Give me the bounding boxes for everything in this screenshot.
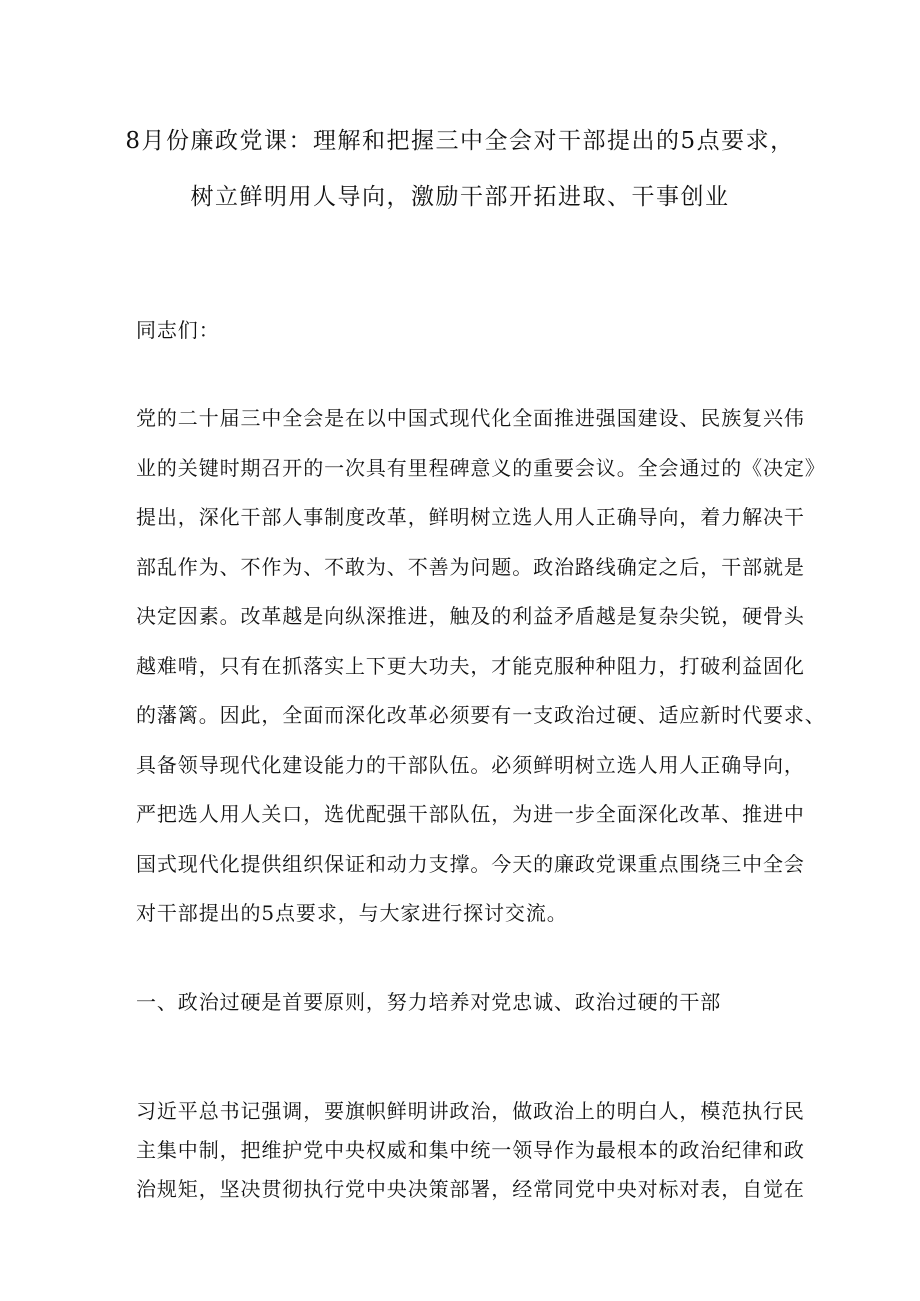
section-1-line-3: 治规矩，坚决贯彻执行党中央决策部署，经常同党中央对标对表，自觉在 xyxy=(136,1177,805,1201)
document-title-line-2: 树立鲜明用人导向，激励干部开拓进取、干事创业 xyxy=(190,184,730,210)
document-title-line-1: 8月份廉政党课：理解和把握三中全会对干部提出的5点要求， xyxy=(125,128,795,154)
intro-line-10: 国式现代化提供组织保证和动力支撑。今天的廉政党课重点围绕三中全会 xyxy=(136,852,805,876)
intro-line-5: 决定因素。改革越是向纵深推进，触及的利益矛盾越是复杂尖锐，硬骨头 xyxy=(136,604,805,628)
intro-line-3: 提出，深化干部人事制度改革，鲜明树立选人用人正确导向，着力解决干 xyxy=(136,505,805,529)
section-1-heading: 一、政治过硬是首要原则，努力培养对党忠诚、政治过硬的干部 xyxy=(136,990,722,1014)
intro-line-2: 业的关键时期召开的一次具有里程碑意义的重要会议。全会通过的《决定》 xyxy=(136,456,826,480)
intro-line-7: 的藩篱。因此，全面而深化改革必须要有一支政治过硬、适应新时代要求、 xyxy=(136,703,826,727)
section-1-line-1: 习近平总书记强调，要旗帜鲜明讲政治，做政治上的明白人，模范执行民 xyxy=(136,1099,805,1123)
intro-line-9: 严把选人用人关口，选优配强干部队伍，为进一步全面深化改革、推进中 xyxy=(136,802,805,826)
intro-line-8: 具备领导现代化建设能力的干部队伍。必须鲜明树立选人用人正确导向， xyxy=(136,753,805,777)
section-1-line-2: 主集中制，把维护党中央权威和集中统一领导作为最根本的政治纪律和政 xyxy=(136,1138,805,1162)
intro-line-4: 部乱作为、不作为、不敢为、不善为问题。政治路线确定之后，干部就是 xyxy=(136,555,805,579)
intro-line-1: 党的二十届三中全会是在以中国式现代化全面推进强国建设、民族复兴伟 xyxy=(136,406,805,430)
intro-line-11: 对干部提出的5点要求，与大家进行探讨交流。 xyxy=(136,901,568,925)
intro-line-6: 越难啃，只有在抓落实上下更大功夫，才能克服种种阻力，打破利益固化 xyxy=(136,654,805,678)
salutation: 同志们： xyxy=(136,318,220,342)
